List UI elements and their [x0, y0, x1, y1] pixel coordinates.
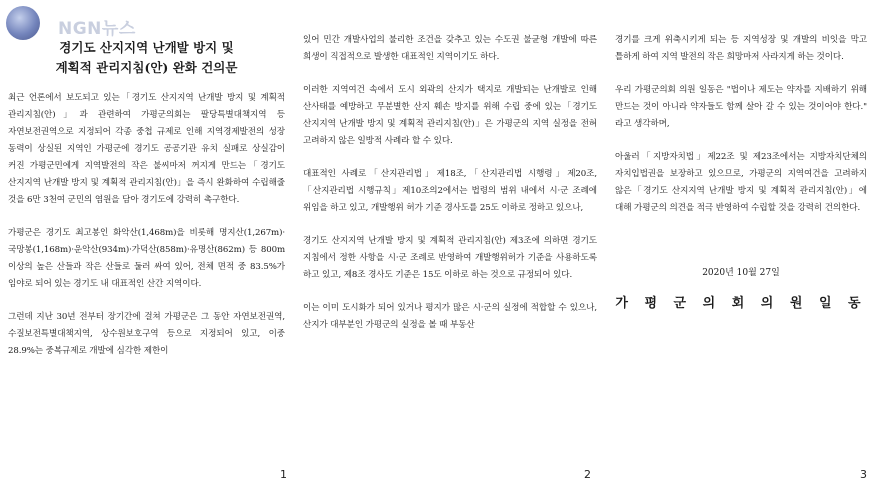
paragraph: 이러한 지역여건 속에서 도시 외곽의 산지가 택지로 개발되는 난개발로 인해 산사태를 예방하고 무분별한 산지 훼손 방지를 위해 수립 중에 있는「경기도 산지지역 난개발 방지 및 계획적 관리지침(안)」은 가평군의 지역 실정을 전혀 고려하지 않은 일방적 사례라 할 수 있다. — [303, 85, 597, 146]
page-3 — [605, 0, 875, 493]
paragraph: 경기를 크게 위축시키게 되는 등 지역성장 및 개발의 비잇을 막고 틀하게 하여 지역 발전의 작은 희망마저 사라지게 하는 것이다. — [615, 35, 867, 62]
paragraph: 최근 언론에서 보도되고 있는「경기도 산지지역 난개발 방지 및 계획적 관리지침(안)」과 관련하여 가평군의회는 팔당특별대책지역 등 자연보전권역으로 지정되어 각종 중첩 규제로 인해 지역경제발전의 성장 동력이 상실된 지역인 가평군에 경기도 공공기관 유치 실패로 상실감이 커진 가평군민에게 지역발전의 작은 불씨마저 꺼지게 만드는「경기도 산지지역 난개발 방지 및 계획적 관리지침(안)」을 즉시 완화하여 수립해줄 것을 6만 3천여 군민의 염원을 담아 경기도에 강력히 촉구한다. — [8, 93, 285, 205]
paragraph: 있어 민간 개발사업의 불리한 조건을 갖추고 있는 수도권 불균형 개발에 따른 희생이 직접적으로 발생한 대표적인 지역이기도 하다. — [303, 35, 597, 62]
paragraph: 우리 가평군의회 의원 일동은 "법이나 제도는 약자를 지배하기 위해 만드는 것이 아니라 약자들도 함께 살아 갈 수 있는 것이어야 한다." 라고 생각하며, — [615, 85, 867, 129]
title-line-2: 계획적 관리지침(안) 완화 건의문 — [55, 60, 238, 75]
page-number: 3 — [860, 468, 867, 481]
document-title — [8, 38, 285, 78]
paragraph: 그런데 지난 30년 전부터 장기간에 걸쳐 가평군은 그 동안 자연보전권역, 수질보전특별대책지역, 상수원보호구역 등으로 지정되어 있고, 이중 28.9%는 중복규제로 개발에 심각한 제한이 — [8, 312, 285, 356]
title-line-1: 경기도 산지지역 난개발 방지 및 — [59, 40, 234, 55]
paragraph: 대표적인 사례로「산지관리법」제18조,「산지관리법 시행령」제20조,「산지관리법 시행규칙」제10조의2에서는 법령의 범위 내에서 시·군 조례에 위임을 하고 있고, 개발행위 허가 기준 경사도를 25도 이하로 정하고 있으나, — [303, 169, 597, 213]
document-date: 2020년 10월 27일 — [702, 268, 780, 278]
page-2 — [293, 0, 605, 493]
signature: 가 평 군 의 회 의 원 일 동 — [615, 296, 867, 311]
page-1 — [0, 0, 293, 493]
paragraph: 이는 이미 도시화가 되어 있거나 평지가 많은 시·군의 실정에 적합할 수 있으나, 산지가 대부분인 가평군의 실정을 볼 때 부동산 — [303, 303, 597, 330]
page-number: 2 — [584, 468, 591, 481]
page-number: 1 — [280, 468, 287, 481]
paragraph: 경기도 산지지역 난개발 방지 및 계획적 관리지침(안) 제3조에 의하면 경기도 지침에서 정한 사항을 시·군 조례로 반영하여 개발행위허가 기준을 사용하도록 하고 있고, 제8조 경사도 기준은 15도 이하로 하는 것으로 규정되어 있다. — [303, 236, 597, 280]
paragraph: 아울러「지방자치법」제22조 및 제23조에서는 지방자치단체의 자치입법권을 보장하고 있으므로, 가평군의 지역여건을 고려하지 않은「경기도 산지지역 난개발 방지 및 계획적 관리지침(안)」에 대해 가평군의 의견을 적극 반영하여 수립할 것을 강력히 건의한다. — [615, 152, 867, 213]
paragraph: 가평군은 경기도 최고봉인 화악산(1,468m)을 비롯해 명지산(1,267m)·국망봉(1,168m)·운악산(934m)·가덕산(858m)·유명산(862m) 등 800m 이상의 높은 산들과 작은 산들로 둘러 싸여 있어, 전체 면적 중 83.5%가 임야로 되어 있는 경기도 내 대표적인 산간 지역이다. — [8, 228, 285, 289]
logo-text: NGN뉴스 — [58, 19, 136, 39]
